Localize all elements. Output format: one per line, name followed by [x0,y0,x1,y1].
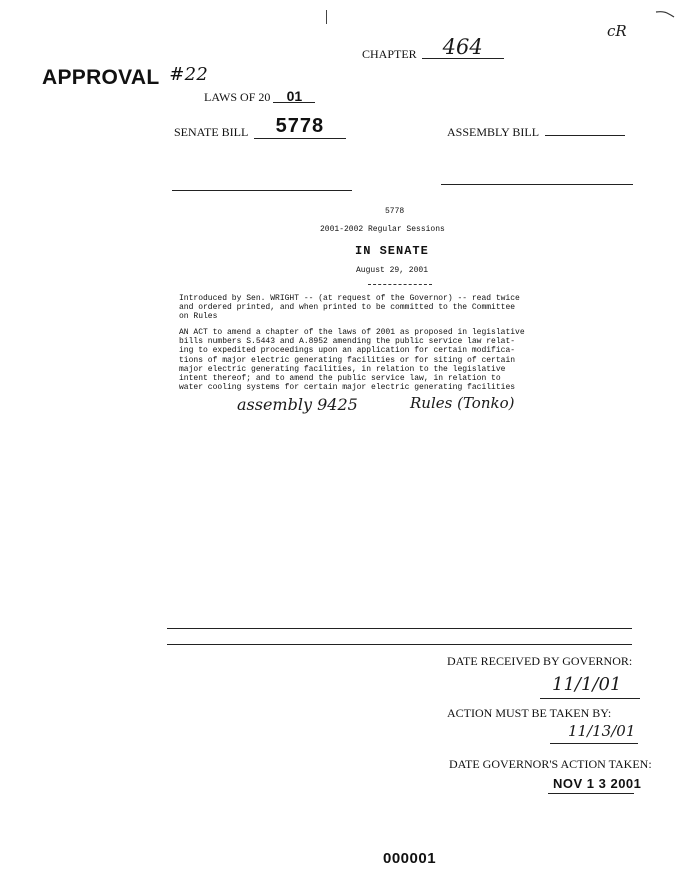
text-line: water cooling systems for certain major electric generating facilities [179,383,516,393]
text-line: and ordered printed, and when printed to be committed to the Committee [179,303,516,313]
senate-bill-label: SENATE BILL [174,125,248,139]
text-line: tions of major electric generating facilities or for siting of certain [179,355,516,365]
bill-date: August 29, 2001 [356,266,429,275]
act-paragraph [179,328,525,392]
action-taken-label: DATE GOVERNOR'S ACTION TAKEN: [449,757,652,771]
laws-label: LAWS OF 20 [204,90,271,104]
introduced-paragraph [179,294,520,322]
senate-bill-field [174,115,346,140]
chamber-heading: IN SENATE [355,244,429,258]
text-line: bills numbers S.5443 and A.8952 amending the public service law relat- [179,337,516,347]
assembly-bill-label: ASSEMBLY BILL [447,125,539,139]
divider-rule-1 [167,628,632,629]
action-taken-rule [548,793,634,794]
text-line: intent thereof; and to amend the public service law, in relation to [179,374,501,384]
page-number-stamp: 000001 [383,850,437,867]
assembly-bill-field [447,123,625,140]
blank-rule-left [172,190,352,191]
session-line: 2001-2002 Regular Sessions [320,225,445,234]
text-line: major electric generating facilities, in relation to the legislative [179,364,506,374]
date-received-label: DATE RECEIVED BY GOVERNOR: [447,654,633,668]
action-taken-stamp: NOV 1 3 2001 [553,776,642,791]
blank-rule-right [441,184,633,185]
action-deadline-value: 11/13/01 [568,722,636,740]
approval-label: APPROVAL [42,66,160,89]
handwritten-assembly-note: assembly 9425 [237,395,358,414]
handwritten-initials: cR [607,22,627,40]
laws-of-field [204,90,315,105]
action-deadline-rule [550,743,638,744]
senate-bill-value: 5778 [275,115,325,137]
divider-rule-2 [167,644,632,645]
approval-number: #22 [169,64,209,85]
bill-number: 5778 [385,207,405,216]
date-received-rule [540,698,640,699]
text-line: Introduced by Sen. WRIGHT -- (at request of the Governor) -- read twice [179,294,520,303]
chapter-field [362,35,504,62]
chapter-label: CHAPTER [362,47,417,61]
assembly-bill-blank [545,123,625,136]
text-line: ing to expedited proceedings upon an application for certain modifica- [179,346,516,356]
approval-field [42,66,208,90]
text-line: on Rules [179,312,218,322]
action-deadline-label: ACTION MUST BE TAKEN BY: [447,706,612,720]
top-tick-mark [326,10,327,24]
text-line: AN ACT to amend a chapter of the laws of 2001 as proposed in legislative [179,328,525,337]
chapter-value: 464 [442,35,483,59]
date-received-value: 11/1/01 [552,674,622,695]
handwritten-rules-note: Rules (Tonko) [410,394,515,412]
corner-pen-mark [655,10,675,18]
dashed-divider [368,284,432,285]
laws-year-value: 01 [286,88,303,104]
